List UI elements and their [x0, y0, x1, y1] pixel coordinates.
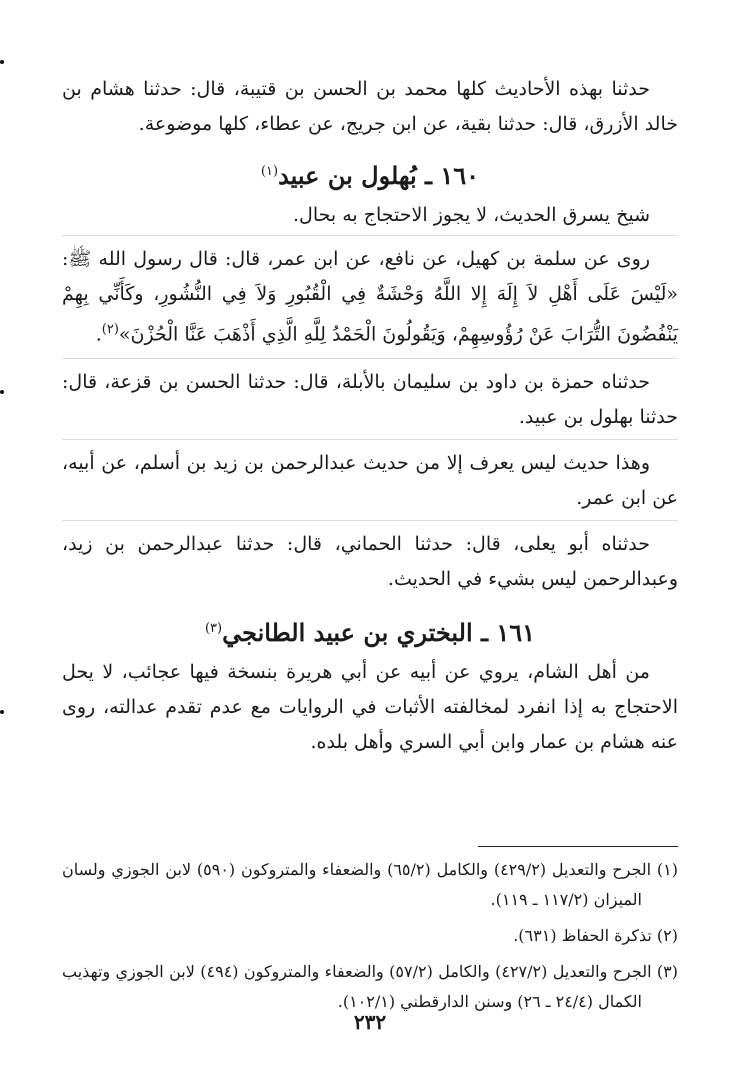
- paragraph-3: [62, 242, 678, 352]
- paragraph-2: شيخ يسرق الحديث، لا يجوز الاحتجاج به بحال.: [293, 204, 650, 226]
- footnote-3: (٣) الجرح والتعديل (٤٢٧/٢) والكامل (٥٧/٢) والضعفاء والمتروكون (٤٩٤) لابن الجوزي وتهذيب الكمال (٢٤/٤ ـ ٢٦) وسنن الدارقطني (١٠٢/١).: [62, 962, 679, 1011]
- footnote-ref-3: (٣): [204, 621, 223, 637]
- footnote-ref-2: (٢): [101, 322, 119, 337]
- hadith-end: .: [95, 323, 102, 346]
- paragraph-rule: [62, 235, 678, 236]
- margin-mark-top: [0, 60, 4, 64]
- entry-161-title: ١٦١ ـ البختري بن عبيد الطانجي: [222, 618, 536, 648]
- footnote-1: (١) الجرح والتعديل (٤٢٩/٢) والكامل (٦٥/٢) والضعفاء والمتروكون (٥٩٠) لابن الجوزي ولسان الميزان (١١٧/٢ ـ ١١٩).: [62, 860, 679, 909]
- paragraph-5: وهذا حديث ليس يعرف إلا من حديث عبدالرحمن بن زيد بن أسلم، عن أبيه، عن ابن عمر.: [62, 452, 678, 510]
- margin-mark-middle: [0, 390, 4, 394]
- paragraph-rule: [62, 520, 678, 521]
- footnote-ref-1: (١): [260, 164, 279, 179]
- entry-160-title: ١٦٠ ـ بُهلول بن عبيد: [278, 161, 480, 190]
- paragraph-1: حدثنا بهذه الأحاديث كلها محمد بن الحسن بن قتيبة، قال: حدثنا هشام بن خالد الأزرق، قال: حدثنا بقية، عن ابن جريج، عن عطاء، كلها موضوعة.: [62, 78, 678, 135]
- hadith-text: روى عن سلمة بن كهيل، عن نافع، عن ابن عمر، قال: قال رسول الله ﷺ: «لَيْسَ عَلَى أَهْلِ لاَ إِلَهَ إِلا اللَّهُ وَحْشَةٌ فِي الْقُبُورِ وَلاَ فِي النُّشُورِ، وكَأَنِّي بِهِمْ يَنْفُضُونَ التُّرَابَ عَنْ رُؤُوسِهِمْ، وَيَقُولُونَ الْحَمْدُ لِلَّهِ الَّذِي أَذْهَبَ عَنَّا الْحُزْنَ»: [62, 248, 678, 346]
- footnotes-section: [62, 846, 678, 1023]
- paragraph-rule: [62, 358, 678, 359]
- entry-161-heading: [62, 611, 678, 651]
- footnote-separator: [478, 846, 678, 847]
- entry-160-heading: [62, 154, 678, 194]
- footnote-2: (٢) تذكرة الحفاظ (٦٣١).: [513, 926, 678, 945]
- paragraph-4: حدثناه حمزة بن داود بن سليمان بالأبلة، قال: حدثنا الحسن بن قزعة، قال: حدثنا بهلول بن عبيد.: [62, 371, 678, 429]
- paragraph-7: من أهل الشام، يروي عن أبيه عن أبي هريرة بنسخة فيها عجائب، لا يحل الاحتجاج به إذا انفرد لمخالفته الأثبات في الروايات مع عدم تقدم عدالته، روى عنه هشام بن عمار وابن أبي السري وأهل بلده.: [62, 661, 678, 754]
- margin-mark-bottom: [0, 710, 4, 714]
- paragraph-rule: [62, 439, 678, 440]
- page-body: [62, 72, 678, 760]
- page-number: ٢٣٢: [353, 1010, 387, 1034]
- paragraph-6: حدثناه أبو يعلى، قال: حدثنا الحماني، قال: حدثنا عبدالرحمن بن زيد، وعبدالرحمن ليس بشيء في الحديث.: [62, 533, 678, 591]
